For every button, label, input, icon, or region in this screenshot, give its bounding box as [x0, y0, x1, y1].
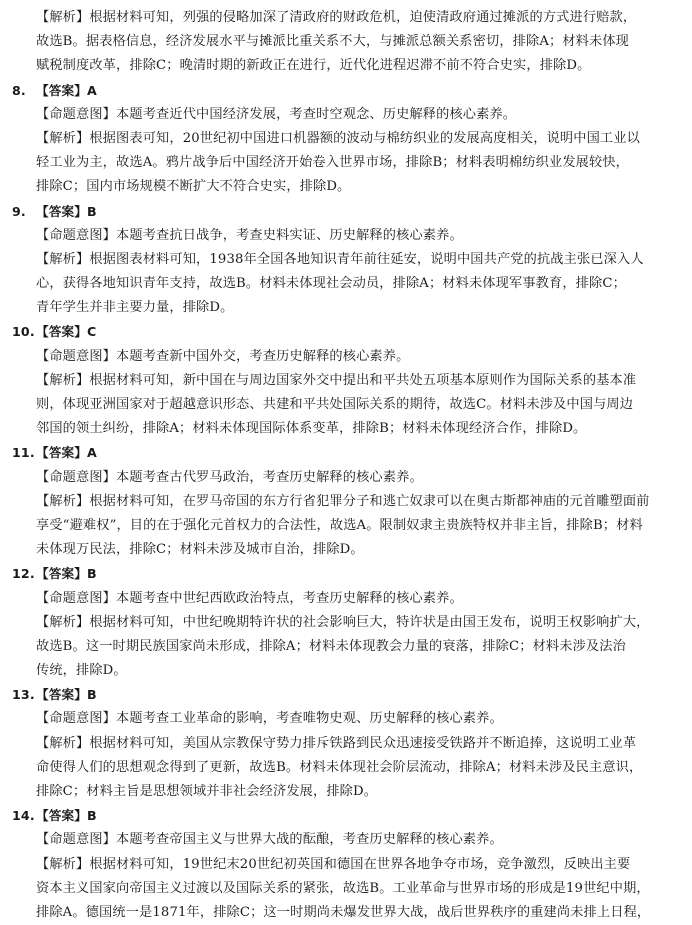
question-header [12, 200, 678, 224]
question-header [12, 562, 678, 586]
text-line: 传统，排除D。 [36, 663, 127, 679]
answer-label: 【答案】B [36, 808, 97, 824]
question-header [12, 441, 678, 465]
analysis-line: 【解析】根据材料可知，19世纪末20世纪初英国和德国在世界各地争夺市场，竞争激烈，反映出主要 [36, 856, 631, 872]
question-number: 8. [12, 82, 26, 98]
text-line: 心，获得各地知识青年支持，故选B。材料未体现社会动员，排除A；材料未体现军事教育，排除C； [36, 276, 626, 292]
text-line: 青年学生并非主要力量，排除D。 [36, 300, 234, 316]
text-line: 排除A。德国统一是1871年，排除C；这一时期尚未爆发世界大战，战后世界秩序的重建尚未排上日程， [36, 904, 651, 920]
analysis-line: 【解析】根据图表可知，20世纪初中国进口机器额的波动与棉纺织业的发展高度相关，说明中国工业以 [36, 130, 640, 146]
text-line: 享受“避难权”，目的在于强化元首权力的合法性，故选A。限制奴隶主贵族特权并非主旨，排除B；材料 [36, 517, 643, 533]
question-header [12, 79, 678, 103]
text-line: 命使得人们的思想观念得到了更新，故选B。材料未体现社会阶层流动，排除A；材料未涉及民主意识， [36, 759, 643, 775]
analysis-line: 【解析】根据图表材料可知，1938年全国各地知识青年前往延安，说明中国共产党的抗战主张已深入人 [36, 251, 644, 267]
answer-label: 【答案】B [36, 203, 97, 219]
answer-label: 【答案】B [36, 566, 97, 582]
text-line: 排除C；国内市场规模不断扩大不符合史实，排除D。 [36, 179, 351, 195]
intent-line: 【命题意图】本题考查新中国外交，考查历史解释的核心素养。 [36, 348, 410, 364]
intent-line: 【命题意图】本题考查帝国主义与世界大战的酝酿，考查历史解释的核心素养。 [36, 832, 503, 848]
text-line: 资本主义国家向帝国主义过渡以及国际关系的紧张，故选B。工业革命与世界市场的形成是19世纪中期， [36, 880, 650, 896]
analysis-line: 【解析】根据材料可知，在罗马帝国的东方行省犯罪分子和逃亡奴隶可以在奥古斯都神庙的元首雕塑面前 [36, 493, 650, 509]
answer-block [12, 320, 678, 441]
answer-block [12, 79, 678, 200]
analysis-line: 【解析】根据材料可知，新中国在与周边国家外交中提出和平共处五项基本原则作为国际关系的基本准 [36, 372, 637, 388]
question-header [12, 320, 678, 344]
text-line: 赋税制度改革，排除C；晚清时期的新政正在进行，近代化进程迟滞不前不符合史实，排除D。 [36, 58, 591, 74]
question-number: 11. [12, 445, 35, 461]
text-line: 故选B。这一时期民族国家尚未形成，排除A；材料未体现教会力量的衰落，排除C；材料未涉及法治 [36, 638, 626, 654]
question-header [12, 804, 678, 828]
answer-block [12, 200, 678, 321]
question-number: 10. [12, 324, 35, 340]
intent-line: 【命题意图】本题考查近代中国经济发展，考查时空观念、历史解释的核心素养。 [36, 106, 517, 122]
question-number: 13. [12, 687, 35, 703]
text-line: 轻工业为主，故选A。鸦片战争后中国经济开始卷入世界市场，排除B；材料表明棉纺织业发展较快， [36, 155, 630, 171]
intent-line: 【命题意图】本题考查中世纪西欧政治特点，考查历史解释的核心素养。 [36, 590, 463, 606]
answer-block [12, 683, 678, 804]
question-number: 9. [12, 203, 26, 219]
text-line: 排除C；材料主旨是思想领域并非社会经济发展，排除D。 [36, 784, 378, 799]
intent-line: 【命题意图】本题考查工业革命的影响，考查唯物史观、历史解释的核心素养。 [36, 711, 503, 727]
text-line: 则，体现亚洲国家对于超越意识形态、共建和平共处国际关系的期待，故选C。材料未涉及中国与周边 [36, 397, 634, 412]
answer-label: 【答案】A [36, 82, 97, 98]
analysis-line: 【解析】根据材料可知，列强的侵略加深了清政府的财政危机，迫使清政府通过摊派的方式进行赔款， [36, 10, 637, 25]
text-line: 未体现万民法，排除C；材料未涉及城市自治，排除D。 [36, 542, 364, 558]
answer-block [12, 562, 678, 683]
question-header [12, 683, 678, 707]
text-line: 邻国的领土纠纷，排除A；材料未体现国际体系变革，排除B；材料未体现经济合作，排除D。 [36, 421, 587, 437]
answer-label: 【答案】C [36, 324, 97, 340]
question-number: 14. [12, 808, 35, 824]
intent-line: 【命题意图】本题考查古代罗马政治，考查历史解释的核心素养。 [36, 469, 423, 485]
text-line: 故选B。据表格信息，经济发展水平与摊派比重关系不大，与摊派总额关系密切，排除A；材料未体现 [36, 34, 630, 50]
explanation-block [12, 6, 678, 79]
answer-block [12, 804, 678, 925]
analysis-line: 【解析】根据材料可知，中世纪晚期特许状的社会影响巨大，特许状是由国王发布，说明王权影响扩大， [36, 614, 650, 630]
question-number: 12. [12, 566, 35, 582]
answer-label: 【答案】A [36, 445, 97, 461]
answer-label: 【答案】B [36, 687, 97, 703]
answer-block [12, 441, 678, 562]
analysis-line: 【解析】根据材料可知，美国从宗教保守势力排斥铁路到民众迅速接受铁路并不断追捧，这说明工业革 [36, 735, 637, 751]
intent-line: 【命题意图】本题考查抗日战争，考查史料实证、历史解释的核心素养。 [36, 227, 463, 243]
